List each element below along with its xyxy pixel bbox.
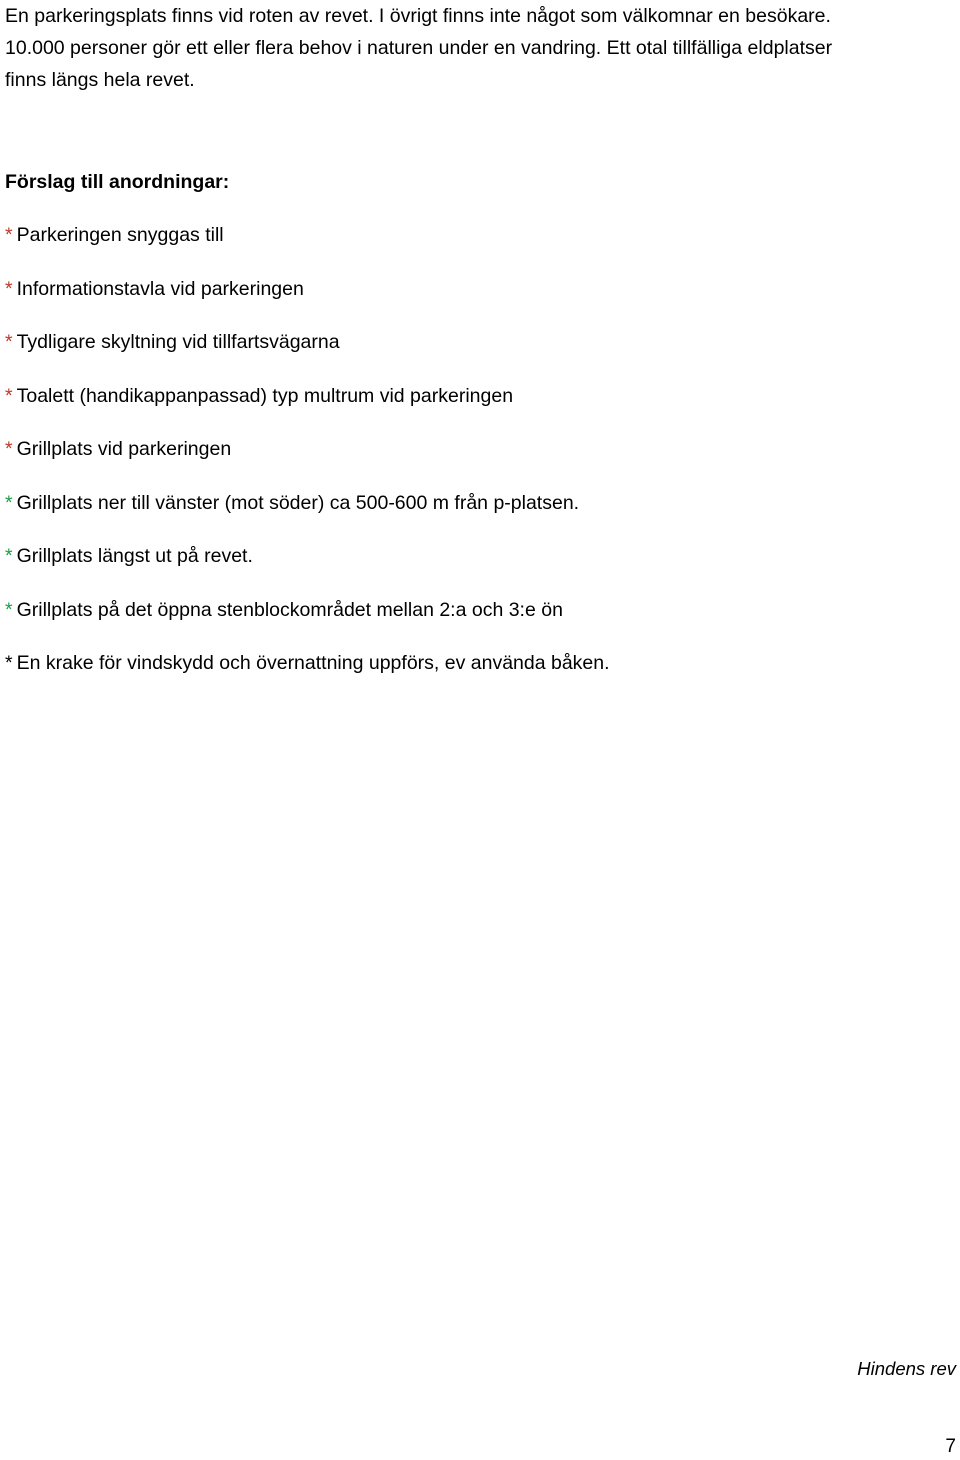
intro-paragraph <box>5 0 955 96</box>
footer-title: Hindens rev <box>857 1358 956 1379</box>
section-heading: Förslag till anordningar: <box>5 171 230 193</box>
intro-line: En parkeringsplats finns vid roten av revet. I övrigt finns inte något som välkomnar en besökare. <box>5 5 831 27</box>
list-item <box>5 382 610 436</box>
bullet-marker: * <box>5 491 13 514</box>
list-item-text: Parkeringen snyggas till <box>16 224 224 246</box>
list-item <box>5 542 610 596</box>
page-number: 7 <box>945 1436 956 1457</box>
bullet-marker: * <box>5 277 13 300</box>
list-item <box>5 489 610 543</box>
list-item-text: En krake för vindskydd och övernattning uppförs, ev använda båken. <box>16 652 610 674</box>
list-item <box>5 221 610 275</box>
bullet-marker: * <box>5 438 13 460</box>
intro-line: 10.000 personer gör ett eller flera behov i naturen under en vandring. Ett otal tillfälliga eldplatser <box>5 37 833 59</box>
list-item <box>5 435 610 489</box>
bullet-marker: * <box>5 331 13 353</box>
bullet-marker: * <box>5 384 13 407</box>
list-item <box>5 649 610 703</box>
list-item-text: Tydligare skyltning vid tillfartsvägarna <box>16 331 340 353</box>
list-item <box>5 328 610 382</box>
list-item-text: Toalett (handikappanpassad) typ multrum vid parkeringen <box>16 384 514 407</box>
bullet-marker: * <box>5 652 13 674</box>
list-item-text: Informationstavla vid parkeringen <box>16 277 304 300</box>
list-item-text: Grillplats vid parkeringen <box>16 438 232 460</box>
proposal-list <box>5 221 610 703</box>
intro-line: finns längs hela revet. <box>5 69 195 91</box>
list-item-text: Grillplats längst ut på revet. <box>16 545 253 567</box>
list-item-text: Grillplats på det öppna stenblockområdet mellan 2:a och 3:e ön <box>16 598 563 621</box>
bullet-marker: * <box>5 224 13 246</box>
bullet-marker: * <box>5 598 13 621</box>
bullet-marker: * <box>5 545 13 567</box>
list-item-text: Grillplats ner till vänster (mot söder) ca 500-600 m från p-platsen. <box>16 491 580 514</box>
list-item <box>5 275 610 329</box>
list-item <box>5 596 610 650</box>
